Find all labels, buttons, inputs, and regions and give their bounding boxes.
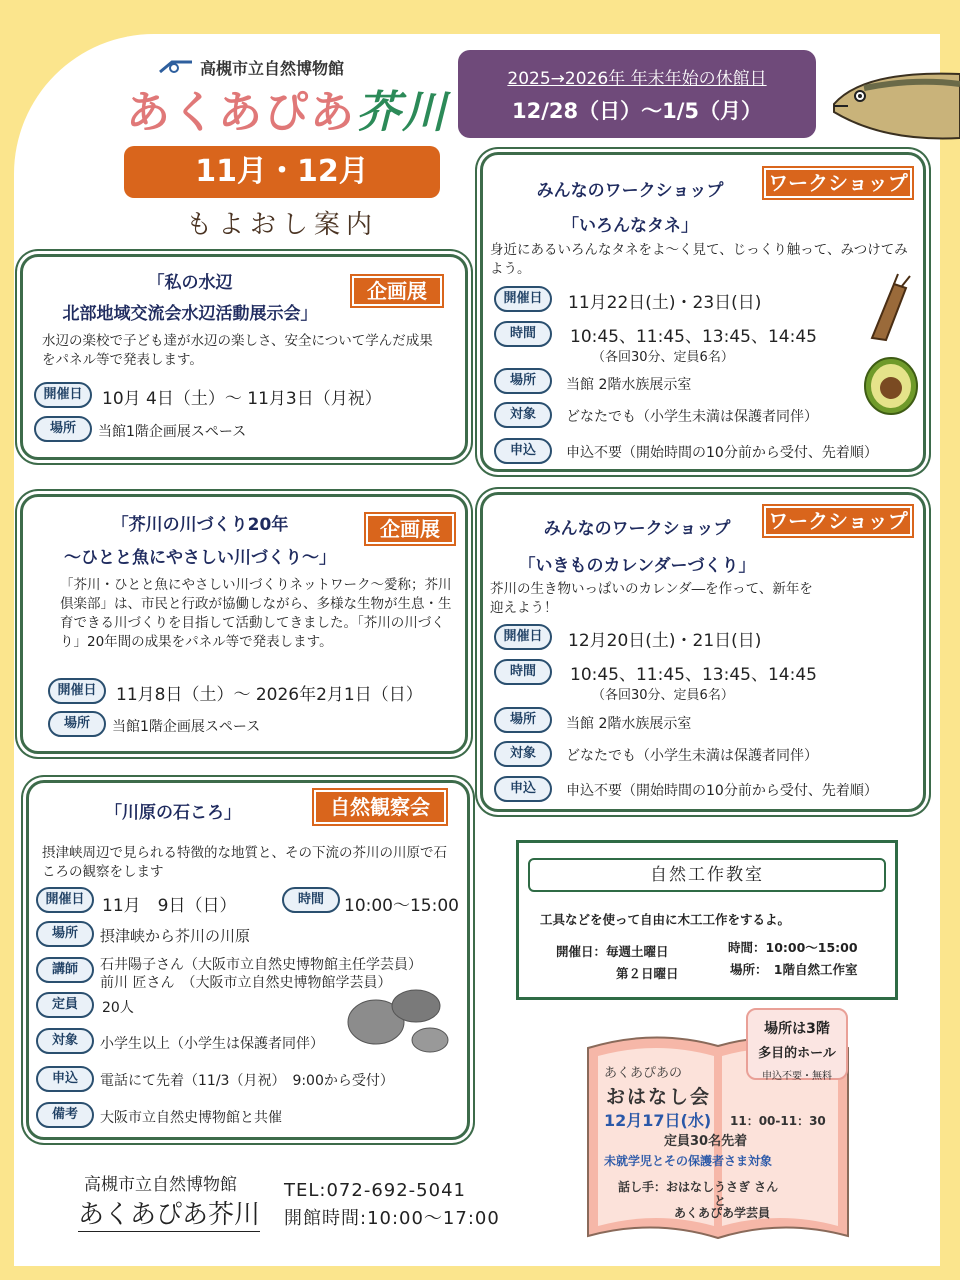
label-date: 開催日	[48, 678, 106, 704]
label-place: 場所	[494, 368, 552, 394]
exhibit-1-title-line2: 北部地域交流会水辺活動展示会」	[62, 304, 318, 324]
observation-lecturer-2: 前川 匠さん （大阪市立自然史博物館学芸員）	[100, 975, 392, 991]
exhibit-1-tag: 企画展	[352, 276, 442, 306]
craft-description: 工具などを使って自由に木工工作をするよ。	[540, 912, 791, 927]
craft-time: 時間：10:00～15:00	[728, 940, 858, 955]
storytelling-date: 12月17日(水)	[604, 1111, 712, 1130]
holiday-heading: 2025→2026年 年末年始の休館日	[507, 69, 767, 89]
observation-target: 小学生以上（小学生は保護者同伴）	[100, 1036, 324, 1052]
workshop-1-apply: 申込不要（開始時間の10分前から受付、先着順）	[566, 445, 878, 461]
exhibit-1-title-line1: 「私の水辺	[147, 273, 233, 293]
label-place: 場所	[48, 711, 106, 737]
footer-museum-nickname: あくあぴあ芥川	[78, 1194, 260, 1232]
storytelling-venue-room: 多目的ホール	[758, 1046, 836, 1061]
label-apply: 申込	[494, 776, 552, 802]
exhibit-2-title	[40, 510, 360, 568]
workshop-1-title	[520, 176, 740, 236]
craft-date: 開催日：毎週土曜日	[556, 944, 669, 959]
workshop-2-title-line2: 「いきものカレンダーづくり」	[518, 556, 756, 576]
exhibit-1-place: 当館1階企画展スペース	[98, 424, 247, 440]
workshop-1-title-line1: みんなのワークショップ	[536, 181, 724, 201]
workshop-2-time-note: （各回30分、定員6名）	[592, 688, 734, 703]
guide-title: もよおし案内	[186, 210, 379, 240]
exhibit-1-title	[40, 268, 340, 324]
label-time: 時間	[494, 321, 552, 347]
label-note: 備考	[36, 1102, 94, 1128]
holiday-dates: 12/28（日）～1/5（月）	[511, 99, 762, 123]
label-date: 開催日	[34, 382, 92, 408]
storytelling-free-note: 申込不要・無料	[762, 1071, 832, 1082]
footer-tel: TEL:072-692-5041	[284, 1180, 466, 1201]
observation-apply: 電話にて先着（11/3（月祝） 9:00から受付）	[100, 1073, 394, 1089]
label-place: 場所	[494, 707, 552, 733]
workshop-1-time-note: （各回30分、定員6名）	[592, 350, 734, 365]
workshop-1-title-line2: 「いろんなタネ」	[562, 216, 698, 236]
storytelling-time: 11：00-11：30	[730, 1114, 826, 1128]
storytelling-head: あくあぴあの	[604, 1066, 683, 1081]
museum-logo-mark	[158, 58, 194, 76]
storytelling-teller: 話し手：おはなしうさぎ さん	[618, 1180, 779, 1194]
holiday-notice	[458, 50, 816, 138]
observation-capacity: 20人	[102, 1000, 134, 1016]
exhibit-2-place: 当館1階企画展スペース	[112, 719, 261, 735]
storytelling-teller-2: あくあぴあ学芸員	[674, 1206, 771, 1220]
observation-description: 摂津峡周辺で見られる特徴的な地質と、その下流の芥川の川原で石ころの観察をします	[42, 845, 447, 880]
exhibit-2-title-line2: ～ひとと魚にやさしい川づくり～」	[64, 548, 336, 568]
label-date: 開催日	[494, 286, 552, 312]
logo-subtitle: 高槻市立自然博物館	[200, 59, 345, 78]
exhibit-2-description: 「芥川・ひとと魚にやさしい川づくりネットワーク～愛称；芥川倶楽部」は、市民と行政が協働しながら、多様な生物が生息・生育できる川づくりを目指して活動してきました。「芥川の川づくり」20年間の成果をパネル等で発表します。	[60, 577, 452, 650]
logo-title-green: 芥川	[356, 87, 448, 138]
workshop-2-date: 12月20日(土)・21日(日)	[568, 631, 762, 651]
label-apply: 申込	[494, 438, 552, 464]
label-target: 対象	[494, 741, 552, 767]
exhibit-1-date: 10月 4日（土）～ 11月3日（月祝）	[102, 389, 382, 409]
observation-note: 大阪市立自然史博物館と共催	[100, 1110, 282, 1126]
workshop-1-date: 11月22日(土)・23日(日)	[568, 293, 762, 313]
label-capacity: 定員	[36, 992, 94, 1018]
label-lecturer: 講師	[36, 957, 94, 983]
exhibit-2-date: 11月8日（土）～ 2026年2月1日（日）	[116, 685, 423, 705]
workshop-1-time: 10:45、11:45、13:45、14:45	[570, 327, 817, 347]
label-date: 開催日	[36, 887, 94, 913]
workshop-2-tag: ワークショップ	[764, 506, 912, 536]
workshop-2-title-line1: みんなのワークショップ	[543, 519, 731, 539]
storytelling-title: おはなし会	[606, 1086, 712, 1108]
label-target: 対象	[494, 402, 552, 428]
craft-title: 自然工作教室	[528, 858, 886, 892]
observation-place: 摂津峡から芥川の川原	[100, 927, 251, 945]
craft-place: 場所： 1階自然工作室	[730, 962, 858, 977]
workshop-1-description: 身近にあるいろんなタネをよ～く見て、じっくり触って、みつけてみよう。	[490, 242, 908, 277]
storytelling-and: と	[714, 1194, 727, 1208]
stones-illustration	[344, 984, 454, 1056]
storytelling-target: 未就学児とその保護者さま対象	[604, 1154, 773, 1168]
label-place: 場所	[34, 416, 92, 442]
label-place: 場所	[36, 921, 94, 947]
exhibit-2-tag: 企画展	[366, 514, 454, 544]
observation-time: 10:00～15:00	[344, 896, 459, 916]
exhibit-2-title-line1: 「芥川の川づくり20年	[111, 515, 289, 535]
logo-title-pink: あくあぴあ	[126, 87, 356, 138]
storytelling-venue-floor: 場所は3階	[764, 1021, 830, 1037]
observation-date: 11月 9日（日）	[102, 896, 237, 916]
workshop-2-description: 芥川の生き物いっぱいのカレンダ―を作って、新年を迎えよう！	[490, 581, 813, 616]
exhibit-1-description: 水辺の楽校で子ども達が水辺の楽しさ、安全について学んだ成果をパネル等で発表します。	[42, 333, 433, 368]
workshop-1-tag: ワークショップ	[764, 168, 912, 198]
observation-title: 「川原の石ころ」	[105, 803, 241, 823]
workshop-2-target: どなたでも（小学生未満は保護者同伴）	[566, 748, 818, 764]
footer-museum-name: 高槻市立自然博物館	[84, 1175, 237, 1195]
fish-illustration	[824, 62, 960, 144]
workshop-2-time: 10:45、11:45、13:45、14:45	[570, 665, 817, 685]
month-banner: 11月・12月	[124, 146, 440, 198]
label-time: 時間	[282, 887, 340, 913]
label-time: 時間	[494, 659, 552, 685]
storytelling-venue-note	[746, 1008, 848, 1080]
workshop-2-place: 当館 2階水族展示室	[566, 716, 692, 732]
workshop-1-target: どなたでも（小学生未満は保護者同伴）	[566, 409, 818, 425]
label-apply: 申込	[36, 1066, 94, 1092]
logo-title	[126, 76, 448, 140]
workshop-2-apply: 申込不要（開始時間の10分前から受付、先着順）	[566, 783, 878, 799]
observation-lecturer-1: 石井陽子さん（大阪市立自然史博物館主任学芸員）	[100, 957, 422, 973]
avocado-illustration	[862, 352, 920, 416]
craft-date-2: 第２日曜日	[616, 966, 679, 981]
workshop-1-place: 当館 2階水族展示室	[566, 377, 692, 393]
label-date: 開催日	[494, 624, 552, 650]
footer-hours: 開館時間:10:00～17:00	[284, 1208, 500, 1229]
label-target: 対象	[36, 1028, 94, 1054]
workshop-2-title	[512, 514, 762, 576]
seed-illustration	[864, 272, 916, 342]
storytelling-capacity: 定員30名先着	[664, 1134, 748, 1149]
observation-tag: 自然観察会	[314, 790, 446, 824]
